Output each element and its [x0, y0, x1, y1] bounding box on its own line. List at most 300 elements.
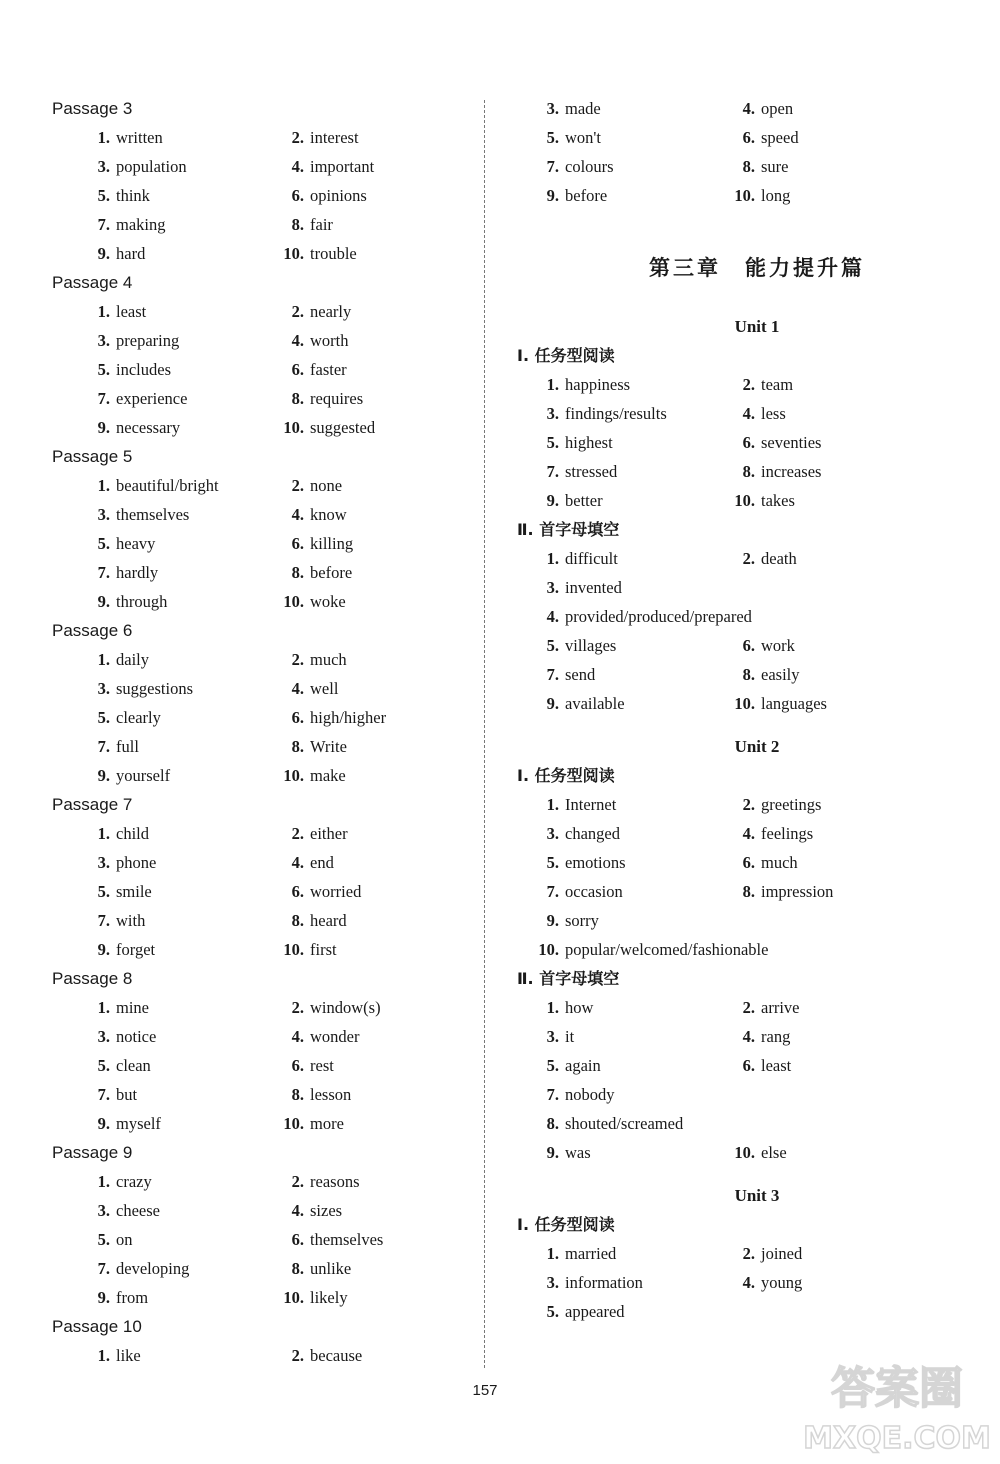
answer-item [531, 486, 603, 515]
answer-item [531, 123, 601, 152]
answer-number: 9. [97, 1288, 110, 1307]
answer-item [727, 1051, 791, 1080]
answer-row [517, 1109, 957, 1138]
answer-number: 10. [283, 244, 304, 263]
answer-text: written [116, 128, 163, 147]
answer-number: 6. [742, 636, 755, 655]
answer-text: preparing [116, 331, 180, 350]
passage-heading: Passage 5 [52, 447, 133, 466]
answer-item [531, 689, 625, 718]
chapter-title [557, 238, 957, 298]
answer-text: yourself [116, 766, 171, 785]
answer-item [727, 1022, 790, 1051]
answer-number: 4. [291, 331, 304, 350]
answer-number: 2. [742, 998, 755, 1017]
answer-number: 8. [291, 389, 304, 408]
answer-number: 10. [734, 491, 755, 510]
answer-text: mine [116, 998, 149, 1017]
answer-row [517, 94, 957, 123]
answer-row [517, 181, 957, 210]
answer-text: killing [310, 534, 354, 553]
answer-text: joined [761, 1244, 803, 1263]
answer-item [280, 732, 347, 761]
answer-row [517, 1268, 957, 1297]
answer-number: 4. [291, 853, 304, 872]
answer-text: with [116, 911, 146, 930]
answer-item [727, 94, 793, 123]
answer-number: 9. [97, 1114, 110, 1133]
answer-item [86, 1254, 189, 1283]
answer-item [86, 1283, 148, 1312]
answer-text: sorry [565, 911, 599, 930]
answer-text: greetings [761, 795, 822, 814]
answer-item [531, 573, 622, 602]
answer-number: 3. [546, 404, 559, 423]
answer-number: 4. [291, 157, 304, 176]
answer-number: 2. [291, 128, 304, 147]
answer-row [52, 123, 477, 152]
answer-number: 3. [546, 824, 559, 843]
answer-text: available [565, 694, 625, 713]
answer-item [280, 355, 347, 384]
answer-text: least [761, 1056, 792, 1075]
answer-number: 5. [97, 1056, 110, 1075]
answer-text: developing [116, 1259, 190, 1278]
answer-text: languages [761, 694, 827, 713]
answer-number: 4. [291, 679, 304, 698]
answer-item [86, 935, 155, 964]
answer-row [52, 210, 477, 239]
answer-item [280, 993, 381, 1022]
answer-text: clean [116, 1056, 151, 1075]
answer-item [727, 428, 821, 457]
answer-number: 5. [97, 708, 110, 727]
answer-number: 9. [97, 766, 110, 785]
answer-text: fair [310, 215, 333, 234]
answer-row [517, 660, 957, 689]
answer-number: 9. [546, 694, 559, 713]
answer-number: 4. [742, 99, 755, 118]
answer-text: cheese [116, 1201, 160, 1220]
answer-item [727, 1138, 787, 1167]
answer-item [727, 790, 821, 819]
answer-number: 8. [291, 737, 304, 756]
answer-text: team [761, 375, 794, 394]
answer-number: 3. [97, 853, 110, 872]
answer-item [280, 413, 375, 442]
answer-number: 5. [546, 1302, 559, 1321]
answer-text: notice [116, 1027, 157, 1046]
answer-item [86, 152, 187, 181]
answer-item [86, 1080, 137, 1109]
answer-row [517, 631, 957, 660]
answer-item [727, 181, 790, 210]
section-heading: Ⅰ. 任务型阅读 [517, 766, 615, 785]
answer-number: 1. [97, 998, 110, 1017]
answer-item [531, 631, 616, 660]
answer-number: 1. [97, 824, 110, 843]
answer-row [52, 935, 477, 964]
answer-number: 9. [97, 940, 110, 959]
answer-item [86, 1051, 151, 1080]
answer-number: 7. [546, 157, 559, 176]
answer-item [86, 413, 180, 442]
answer-number: 5. [97, 360, 110, 379]
answer-item [280, 384, 363, 413]
answer-row [517, 877, 957, 906]
answer-text: through [116, 592, 168, 611]
answer-text: invented [565, 578, 622, 597]
answer-text: smile [116, 882, 152, 901]
answer-text: increases [761, 462, 822, 481]
answer-number: 7. [546, 882, 559, 901]
answer-row [52, 413, 477, 442]
answer-number: 1. [546, 549, 559, 568]
answer-number: 9. [546, 1143, 559, 1162]
answer-row [52, 1341, 477, 1370]
answer-item [531, 428, 613, 457]
answer-item [531, 94, 601, 123]
answer-row [517, 544, 957, 573]
answer-row [52, 819, 477, 848]
answer-row [52, 761, 477, 790]
answer-text: reasons [310, 1172, 360, 1191]
answer-number: 3. [97, 157, 110, 176]
answer-item [86, 819, 149, 848]
answer-text: young [761, 1273, 803, 1292]
answer-item [280, 1167, 359, 1196]
answer-row [517, 1080, 957, 1109]
answer-text: daily [116, 650, 149, 669]
answer-item [86, 355, 171, 384]
answer-text: appeared [565, 1302, 625, 1321]
answer-text: requires [310, 389, 364, 408]
answer-text: interest [310, 128, 359, 147]
section-heading: Ⅰ. 任务型阅读 [517, 346, 615, 365]
answer-number: 8. [742, 157, 755, 176]
answer-text: takes [761, 491, 795, 510]
answer-text: less [761, 404, 786, 423]
answer-number: 2. [742, 1244, 755, 1263]
answer-item [727, 1268, 802, 1297]
answer-item [86, 1341, 141, 1370]
answer-row [52, 355, 477, 384]
answer-item [531, 544, 618, 573]
answer-item [531, 457, 617, 486]
answer-text: on [116, 1230, 133, 1249]
answer-item [280, 935, 337, 964]
answer-number: 1. [97, 1172, 110, 1191]
answer-number: 1. [546, 795, 559, 814]
answer-text: but [116, 1085, 138, 1104]
answer-number: 1. [97, 1346, 110, 1365]
answer-item [531, 1239, 616, 1268]
answer-item [280, 1283, 348, 1312]
answer-text: information [565, 1273, 643, 1292]
answer-text: open [761, 99, 794, 118]
answer-item [280, 123, 359, 152]
answer-text: population [116, 157, 187, 176]
answer-number: 9. [97, 592, 110, 611]
answer-item [531, 993, 593, 1022]
answer-item [86, 384, 187, 413]
answer-item [280, 1022, 359, 1051]
answer-text: themselves [116, 505, 190, 524]
answer-text: won't [565, 128, 601, 147]
watermark-bottom-text: MXQE.COM [803, 1421, 991, 1456]
answer-number: 5. [97, 882, 110, 901]
answer-item [280, 239, 357, 268]
answer-text: phone [116, 853, 157, 872]
answer-text: either [310, 824, 348, 843]
answer-text: experience [116, 389, 188, 408]
answer-number: 2. [742, 795, 755, 814]
answer-row [517, 848, 957, 877]
answer-text: child [116, 824, 149, 843]
chapter-number: 第三章 [649, 255, 721, 280]
answer-text: like [116, 1346, 141, 1365]
answer-item [727, 877, 833, 906]
answer-item [280, 1109, 344, 1138]
answer-text: much [310, 650, 347, 669]
answer-item [280, 877, 361, 906]
answer-number: 5. [546, 433, 559, 452]
answer-row [517, 819, 957, 848]
answer-row [517, 123, 957, 152]
answer-row [517, 399, 957, 428]
answer-number: 3. [97, 331, 110, 350]
answer-text: findings/results [565, 404, 667, 423]
answer-number: 6. [291, 708, 304, 727]
answer-text: feelings [761, 824, 814, 843]
answer-number: 7. [97, 215, 110, 234]
answer-row [52, 1254, 477, 1283]
answer-row [517, 428, 957, 457]
answer-number: 2. [742, 375, 755, 394]
answer-row [52, 1196, 477, 1225]
answer-row [517, 1239, 957, 1268]
answer-number: 8. [742, 882, 755, 901]
answer-text: impression [761, 882, 834, 901]
section-heading: Ⅰ. 任务型阅读 [517, 1215, 615, 1234]
answer-number: 10. [734, 186, 755, 205]
answer-item [280, 1254, 351, 1283]
answer-number: 4. [742, 404, 755, 423]
answer-row [517, 935, 957, 964]
answer-number: 7. [97, 1085, 110, 1104]
answer-text: Internet [565, 795, 617, 814]
answer-number: 3. [546, 578, 559, 597]
answer-number: 10. [283, 940, 304, 959]
answer-row [52, 326, 477, 355]
answer-item [531, 1022, 574, 1051]
answer-number: 10. [538, 940, 559, 959]
answer-text: high/higher [310, 708, 387, 727]
answer-item [280, 906, 347, 935]
answer-item [86, 1109, 161, 1138]
answer-row [52, 1109, 477, 1138]
answer-item [280, 1196, 342, 1225]
answer-number: 10. [283, 766, 304, 785]
answer-number: 5. [546, 128, 559, 147]
answer-row [52, 297, 477, 326]
answer-item [727, 123, 799, 152]
answer-number: 6. [291, 186, 304, 205]
answer-text: was [565, 1143, 591, 1162]
answer-item [86, 558, 158, 587]
answer-number: 10. [283, 1114, 304, 1133]
answer-item [531, 1051, 601, 1080]
answer-number: 10. [283, 418, 304, 437]
answer-number: 8. [291, 563, 304, 582]
page-number: 157 [472, 1382, 498, 1399]
answer-number: 7. [97, 1259, 110, 1278]
answer-text: married [565, 1244, 617, 1263]
answer-number: 1. [97, 476, 110, 495]
answer-item [531, 181, 607, 210]
answer-item [531, 877, 623, 906]
answer-number: 5. [97, 534, 110, 553]
answer-number: 1. [546, 375, 559, 394]
answer-text: easily [761, 665, 800, 684]
answer-text: how [565, 998, 594, 1017]
answer-item [727, 152, 789, 181]
answer-item [86, 732, 139, 761]
answer-item [86, 529, 155, 558]
answer-text: because [310, 1346, 363, 1365]
answer-item [280, 761, 346, 790]
answer-number: 2. [291, 476, 304, 495]
answer-item [727, 399, 786, 428]
answer-row [52, 471, 477, 500]
answer-row [52, 674, 477, 703]
answer-number: 4. [742, 1027, 755, 1046]
answer-number: 2. [742, 549, 755, 568]
answer-number: 8. [291, 911, 304, 930]
answer-row [52, 239, 477, 268]
answer-item [531, 790, 616, 819]
answer-text: trouble [310, 244, 357, 263]
answer-number: 9. [97, 244, 110, 263]
unit-heading: Unit 3 [734, 1186, 780, 1205]
answer-row [52, 1022, 477, 1051]
answer-text: sure [761, 157, 789, 176]
watermark-top-text: 答案圈 [831, 1363, 963, 1414]
answer-row [52, 152, 477, 181]
answer-number: 5. [546, 636, 559, 655]
answer-item [280, 1341, 362, 1370]
answer-text: least [116, 302, 147, 321]
answer-number: 7. [546, 462, 559, 481]
answer-number: 3. [97, 505, 110, 524]
answer-number: 8. [742, 665, 755, 684]
answer-number: 2. [291, 302, 304, 321]
column-divider [484, 100, 485, 1368]
answer-row [517, 993, 957, 1022]
answer-item [727, 486, 795, 515]
answer-text: emotions [565, 853, 626, 872]
answer-text: more [310, 1114, 344, 1133]
answer-number: 4. [742, 824, 755, 843]
answer-number: 5. [97, 1230, 110, 1249]
answer-item [86, 703, 161, 732]
answer-item [280, 703, 386, 732]
answer-text: think [116, 186, 150, 205]
answer-number: 10. [734, 1143, 755, 1162]
answer-text: death [761, 549, 797, 568]
answer-text: difficult [565, 549, 618, 568]
answer-text: better [565, 491, 603, 510]
answer-item [727, 631, 795, 660]
answer-number: 6. [291, 534, 304, 553]
answer-item [531, 370, 630, 399]
passage-heading: Passage 10 [52, 1317, 142, 1336]
answer-number: 6. [291, 882, 304, 901]
answer-text: occasion [565, 882, 623, 901]
answer-number: 5. [546, 1056, 559, 1075]
answer-item [531, 819, 620, 848]
answer-number: 6. [291, 1056, 304, 1075]
answer-item [727, 1239, 802, 1268]
answer-text: unlike [310, 1259, 352, 1278]
answer-item [86, 326, 179, 355]
answer-number: 9. [546, 911, 559, 930]
answer-number: 1. [97, 128, 110, 147]
answer-text: includes [116, 360, 171, 379]
unit-heading: Unit 1 [734, 317, 780, 336]
answer-row [52, 848, 477, 877]
answer-number: 6. [742, 853, 755, 872]
answer-item [86, 1022, 156, 1051]
answer-text: wonder [310, 1027, 360, 1046]
answer-item [280, 674, 338, 703]
answer-number: 3. [97, 679, 110, 698]
answer-text: work [761, 636, 795, 655]
answer-number: 6. [291, 360, 304, 379]
answer-item [86, 587, 167, 616]
answer-text: from [116, 1288, 149, 1307]
answer-row [517, 1138, 957, 1167]
answer-text: well [310, 679, 339, 698]
answer-item [727, 544, 797, 573]
answer-item [86, 239, 145, 268]
answer-row [52, 529, 477, 558]
answer-row [52, 993, 477, 1022]
answer-row [517, 602, 957, 631]
answer-text: provided/produced/prepared [565, 607, 752, 626]
answer-number: 2. [291, 1346, 304, 1365]
answer-item [86, 848, 156, 877]
answer-text: else [761, 1143, 787, 1162]
unit-heading: Unit 2 [734, 737, 780, 756]
answer-number: 5. [97, 186, 110, 205]
answer-number: 2. [291, 1172, 304, 1191]
answer-row [52, 906, 477, 935]
answer-item [531, 602, 752, 631]
answer-text: myself [116, 1114, 161, 1133]
answer-text: nearly [310, 302, 352, 321]
answer-text: important [310, 157, 375, 176]
answer-number: 3. [97, 1027, 110, 1046]
answer-text: it [565, 1027, 575, 1046]
answer-text: rest [310, 1056, 334, 1075]
answer-number: 8. [291, 215, 304, 234]
answer-row [517, 1022, 957, 1051]
answer-row [52, 1225, 477, 1254]
answer-text: much [761, 853, 798, 872]
answer-item [280, 181, 367, 210]
answer-number: 6. [291, 1230, 304, 1249]
